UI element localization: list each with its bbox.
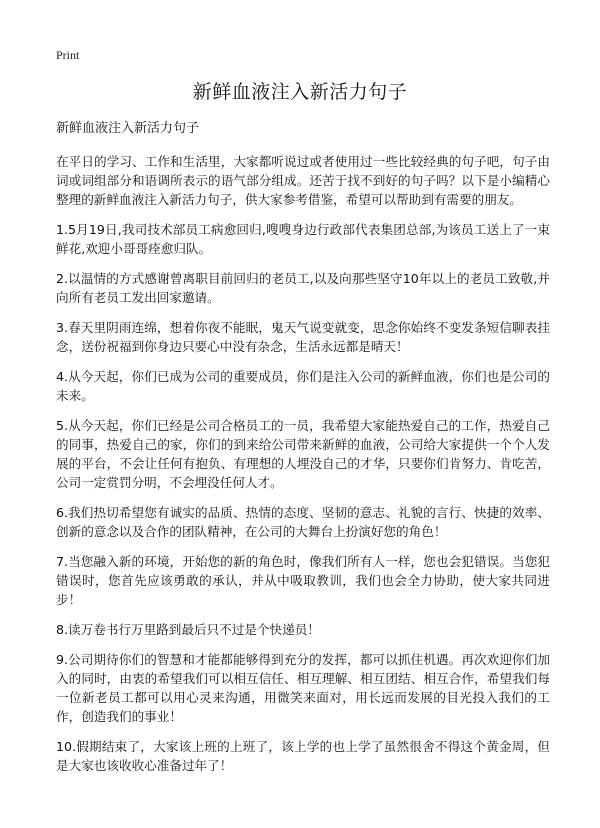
list-item: 4.从今天起，你们已成为公司的重要成员，你们是注入公司的新鲜血液，你们也是公司的未来。	[56, 369, 550, 403]
list-item: 8.读万卷书行万里路到最后只不过是个快递员！	[56, 622, 320, 637]
list-item: 6.我们热切希望您有诚实的品质、热情的态度、坚韧的意志、礼貌的言行、快捷的效率、创新的意念以及合作的团队精神，在公司的大舞台上扮演好您的角色！	[56, 505, 550, 539]
subtitle: 新鲜血液注入新活力句子	[56, 121, 200, 136]
list-item: 1.5月19日,我司技术部员工病愈回归,嗖嗖身边行政部代表集团总部,为该员工送上了一束鲜花,欢迎小哥哥痊愈归队。	[56, 222, 550, 256]
list-item: 3.春天里阴雨连绵，想着你夜不能眠，鬼天气说变就变，思念你始终不变发条短信聊表挂念，送份祝福到你身边只要心中没有杂念，生活永远都是晴天！	[56, 320, 550, 354]
article-body	[56, 152, 550, 786]
list-item: 10.假期结束了，大家该上班的上班了，该上学的也上学了虽然很舍不得这个黄金周，但是大家也该收收心准备过年了！	[56, 739, 550, 773]
page-title: 新鲜血液注入新活力句子	[192, 81, 408, 103]
intro-paragraph: 在平日的学习、工作和生活里，大家都听说过或者使用过一些比较经典的句子吧，句子由词或词组部分和语调所表示的语气部分组成。还苦于找不到好的句子吗？以下是小编精心整理的新鲜血液注入新活力句子，供大家参考借鉴，希望可以帮助到有需要的朋友。	[56, 154, 550, 207]
list-item: 9.公司期待你们的智慧和才能都能够得到充分的发挥，都可以抓住机遇。再次欢迎你们加入的同时，由衷的希望我们可以相互信任、相互理解、相互团结、相互合作，希望我们每一位新老员工都可以用心灵来沟通，用微笑来面对，用长远而发展的目光投入我们的工作，创造我们的事业！	[56, 652, 550, 724]
list-item: 5.从今天起，你们已经是公司合格员工的一员，我希望大家能热爱自己的工作，热爱自己的同事，热爱自己的家，你们的到来给公司带来新鲜的血液，公司给大家提供一个个人发展的平台，不会让任何有抱负、有理想的人埋没自己的才华，只要你们肯努力、肯吃苦，公司一定赏罚分明，不会埋没任何人才。	[56, 418, 550, 490]
list-item: 2.以温情的方式感谢曾离职目前回归的老员工,以及向那些坚守10年以上的老员工致敬,并向所有老员工发出回家邀请。	[56, 271, 550, 305]
print-link[interactable]: Print	[56, 48, 80, 62]
list-item: 7.当您融入新的环境，开始您的新的角色时，像我们所有人一样，您也会犯错误。当您犯错误时，您首先应该勇敢的承认，并从中吸取教训，我们也会全力协助，使大家共同进步！	[56, 554, 550, 607]
